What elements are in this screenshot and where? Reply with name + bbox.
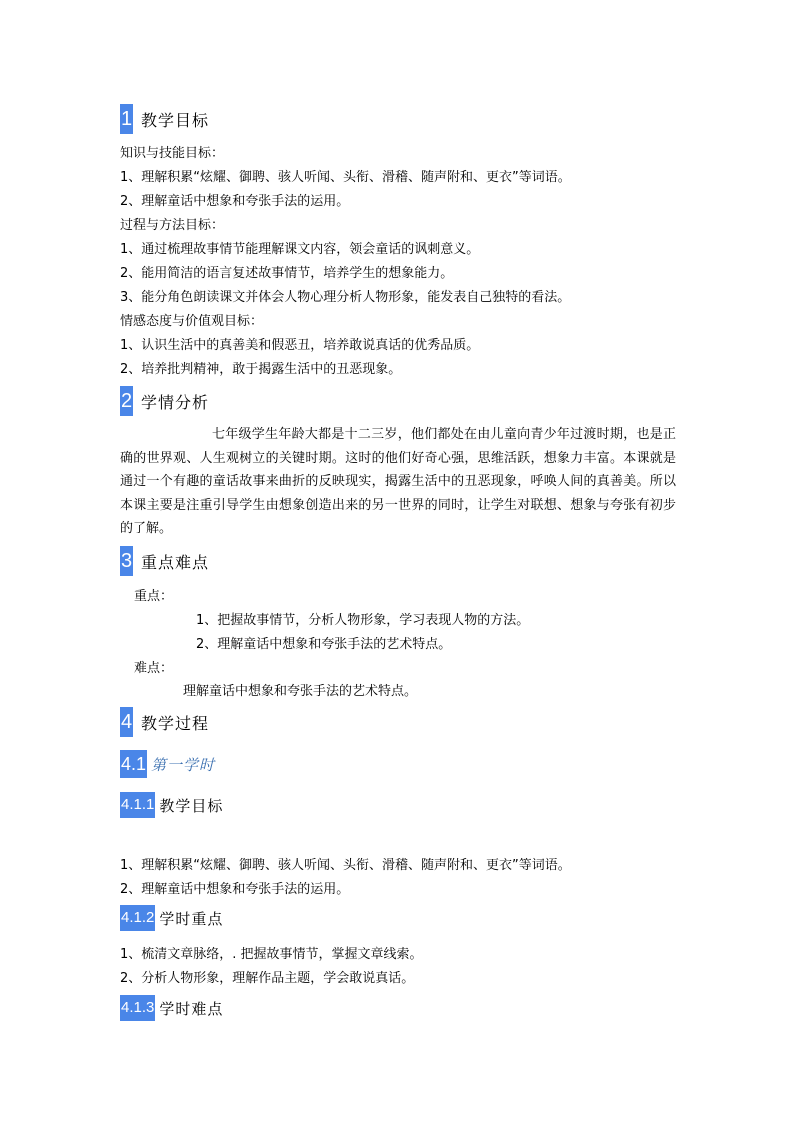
- heading-title: 第一学时: [151, 755, 216, 774]
- list-item: 2、理解童话中想象和夸张手法的艺术特点。: [196, 637, 452, 652]
- heading-title: 学情分析: [141, 392, 210, 412]
- heading-number: 4.1: [120, 750, 147, 778]
- heading-key-points: [120, 546, 209, 576]
- heading-title: 学时重点: [159, 909, 224, 928]
- heading-number: 4.1.1: [120, 792, 155, 818]
- heading-title: 教学过程: [141, 713, 210, 733]
- analysis-paragraph: 七年级学生年龄大都是十二三岁，他们都处在由儿童向青少年过渡时期，也是正确的世界观、人生观树立的关键时期。这时的他们好奇心强，思维活跃，想象力丰富。本课就是通过一个有趣的童话故事来曲折的反映现实，揭露生活中的丑恶现象，呼唤人间的真善美。所以本课主要是注重引导学生由想象创造出来的另一世界的同时，让学生对联想、想象与夸张有初步的了解。: [120, 427, 676, 536]
- heading-number: 1: [120, 104, 133, 134]
- list-item: 2、理解童话中想象和夸张手法的运用。: [120, 194, 350, 209]
- heading-title: 教学目标: [159, 796, 224, 815]
- heading-first-period: [120, 750, 215, 778]
- list-item: 2、理解童话中想象和夸张手法的运用。: [120, 882, 350, 897]
- heading-title: 重点难点: [141, 552, 210, 572]
- list-item: 2、培养批判精神，敢于揭露生活中的丑恶现象。: [120, 362, 402, 377]
- heading-number: 2: [120, 386, 133, 416]
- subheading-process: 过程与方法目标：: [120, 218, 225, 233]
- list-item: 2、能用简洁的语言复述故事情节，培养学生的想象能力。: [120, 266, 454, 281]
- list-item: 1、通过梳理故事情节能理解课文内容，领会童话的讽刺意义。: [120, 242, 480, 257]
- heading-title: 学时难点: [159, 999, 224, 1018]
- heading-number: 4.1.2: [120, 905, 155, 931]
- heading-student-analysis: [120, 386, 209, 416]
- list-item: 2、分析人物形象，理解作品主题，学会敢说真话。: [120, 971, 415, 986]
- subheading-knowledge: 知识与技能目标：: [120, 146, 225, 161]
- difficulty-label: 难点：: [134, 661, 174, 676]
- list-item: 1、理解积累“炫耀、御聘、骇人听闻、头衔、滑稽、随声附和、更衣”等词语。: [120, 170, 571, 185]
- heading-number: 4: [120, 707, 133, 737]
- heading-period-difficulties: [120, 995, 223, 1021]
- key-label: 重点：: [134, 589, 174, 604]
- subheading-emotion: 情感态度与价值观目标：: [120, 314, 264, 329]
- heading-period-key-points: [120, 905, 223, 931]
- heading-title: 教学目标: [141, 110, 210, 130]
- list-item: 1、把握故事情节，分析人物形象，学习表现人物的方法。: [196, 613, 530, 628]
- heading-number: 4.1.3: [120, 995, 155, 1021]
- heading-period-goals: [120, 792, 223, 818]
- heading-teaching-process: [120, 707, 209, 737]
- list-item: 1、梳清文章脉络，. 把握故事情节，掌握文章线索。: [120, 947, 423, 962]
- heading-number: 3: [120, 546, 133, 576]
- heading-teaching-goals: [120, 104, 209, 134]
- list-item: 1、理解积累“炫耀、御聘、骇人听闻、头衔、滑稽、随声附和、更衣”等词语。: [120, 858, 571, 873]
- list-item: 1、认识生活中的真善美和假恶丑，培养敢说真话的优秀品质。: [120, 338, 480, 353]
- difficulty-text: 理解童话中想象和夸张手法的艺术特点。: [183, 684, 418, 699]
- list-item: 3、能分角色朗读课文并体会人物心理分析人物形象，能发表自己独特的看法。: [120, 290, 571, 305]
